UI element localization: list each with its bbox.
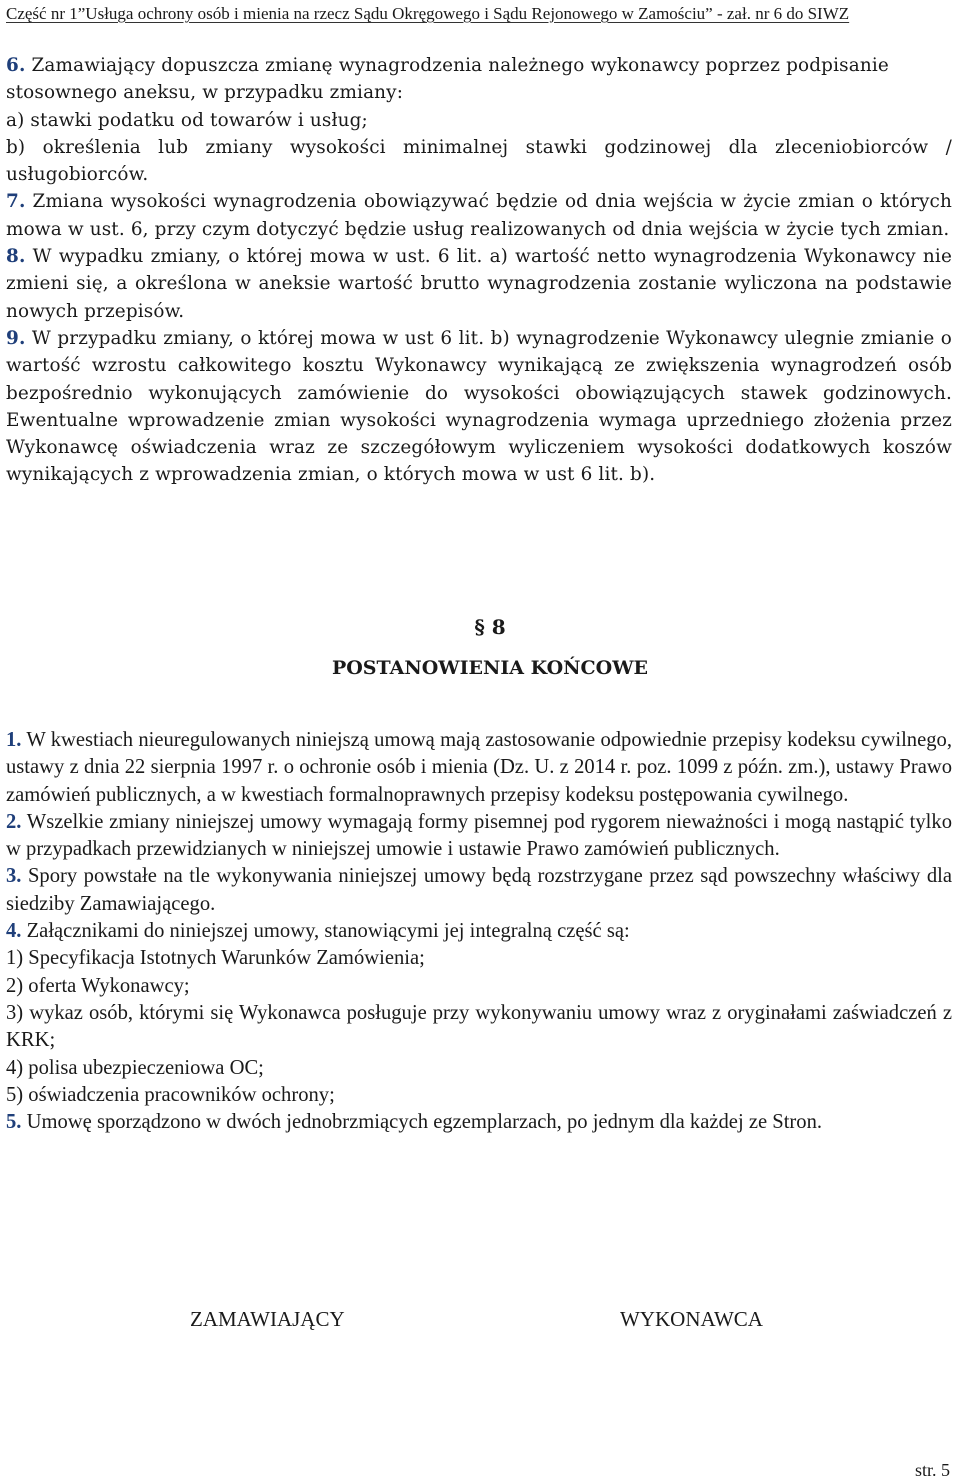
clause-text: W przypadku zmiany, o której mowa w ust 6 lit. b) wynagrodzenie Wykonawcy ulegnie zmianie o wartość wzrostu całkowitego kosztu Wykonawcy wynikającą ze zwiększenia wynagrodzeń osób bezpośrednio wykonujących zamówienie do wysokości obowiązujących stawek godzinowych. Ewentualne wprowadzenie zmian wysokości wynagrodzenia wymaga uprzedniego złożenia przez Wykonawcę oświadczenia wraz ze szczegółowym wyliczeniem wysokości dodatkowych koszów wynikających z wprowadzenia zmian, o których mowa w ust 6 lit. b). <box>6 327 952 486</box>
clause-text: Zamawiający dopuszcza zmianę wynagrodzenia należnego wykonawcy poprzez podpisanie stosownego aneksu, w przypadku zmiany: <box>6 55 889 104</box>
clauses-section-8 <box>6 727 952 1136</box>
document-header: Część nr 1”Usługa ochrony osób i mienia na rzecz Sądu Okręgowego i Sądu Rejonowego w Zamościu” - zał. nr 6 do SIWZ <box>6 4 850 23</box>
clause-number: 3. <box>6 865 22 888</box>
clause-number: 5. <box>6 1111 22 1134</box>
final-clause-1 <box>6 727 952 809</box>
section-title: POSTANOWIENIA KOŃCOWE <box>331 657 649 679</box>
attachment-item-4 <box>6 1055 952 1082</box>
clause-9 <box>6 325 952 489</box>
clause-text: 2) oferta Wykonawcy; <box>6 974 190 997</box>
clause-number: 9. <box>6 327 26 349</box>
clause-6b <box>6 134 952 189</box>
signature-contractor: WYKONAWCA <box>620 1307 763 1331</box>
attachment-item-5 <box>6 1082 952 1109</box>
clause-text: 4) polisa ubezpieczeniowa OC; <box>6 1056 264 1079</box>
clause-text: b) określenia lub zmiany wysokości minimalnej stawki godzinowej dla zleceniobiorców / usługobiorców. <box>6 136 952 186</box>
clause-number: 8. <box>6 246 26 268</box>
clause-number: 2. <box>6 810 22 833</box>
final-clause-5 <box>6 1109 952 1136</box>
final-clause-3 <box>6 863 952 918</box>
section-number: § 8 <box>474 615 506 639</box>
clause-6a <box>6 107 952 134</box>
clauses-section-7 <box>6 52 952 489</box>
clause-text: Załącznikami do niniejszej umowy, stanowiącymi jej integralną część są: <box>21 920 630 943</box>
clause-number: 1. <box>6 729 22 751</box>
clause-text: W wypadku zmiany, o której mowa w ust. 6 lit. a) wartość netto wynagrodzenia Wykonawcy nie zmieni się, a określona w aneksie wartość brutto wynagrodzenia zostanie wyliczona na podstawie nowych przepisów. <box>6 246 952 322</box>
clause-text: 3) wykaz osób, którymi się Wykonawca posługuje przy wykonywaniu umowy wraz z oryginałami zaświadczeń z KRK; <box>6 1001 952 1052</box>
clause-text: Umowę sporządzono w dwóch jednobrzmiących egzemplarzach, po jednym dla każdej ze Stron. <box>21 1111 823 1134</box>
clause-7 <box>6 188 952 243</box>
clause-number: 6. <box>6 55 26 76</box>
clause-text: Zmiana wysokości wynagrodzenia obowiązywać będzie od dnia wejścia w życie zmian o których mowa w ust. 6, przy czym dotyczyć będzie usług realizowanych od dnia wejścia w życie tych zmian. <box>6 191 952 240</box>
clause-8 <box>6 243 952 325</box>
signature-client: ZAMAWIAJĄCY <box>190 1307 345 1331</box>
clause-text: 1) Specyfikacja Istotnych Warunków Zamówienia; <box>6 947 425 970</box>
attachment-item-3 <box>6 1000 952 1055</box>
attachment-item-2 <box>6 973 952 1000</box>
final-clause-4 <box>6 918 952 945</box>
clause-text: Spory powstałe na tle wykonywania niniejszej umowy będą rozstrzygane przez sąd powszechny właściwy dla siedziby Zamawiającego. <box>6 865 952 915</box>
attachment-item-1 <box>6 945 952 972</box>
clause-text: a) stawki podatku od towarów i usług; <box>6 109 368 131</box>
clause-text: W kwestiach nieuregulowanych niniejszą umową mają zastosowanie odpowiednie przepisy kodeksu cywilnego, ustawy z dnia 22 sierpnia 1997 r. o ochronie osób i mienia (Dz. U. z 2014 r. poz. 1099 z późn. zm.), ustawy Prawo zamówień publicznych, a w kwestiach formalnoprawnych przepisy kodeksu postępowania cywilnego. <box>6 729 952 806</box>
clause-number: 4. <box>6 920 22 943</box>
clause-text: 5) oświadczenia pracowników ochrony; <box>6 1083 335 1106</box>
clause-number: 7. <box>6 191 26 213</box>
clause-6 <box>6 52 952 107</box>
clause-text: Wszelkie zmiany niniejszej umowy wymagają formy pisemnej pod rygorem nieważności i mogą nastąpić tylko w przypadkach przewidzianych w niniejszej umowie i ustawie Prawo zamówień publicznych. <box>6 810 952 861</box>
page-number: str. 5 <box>914 1460 950 1480</box>
final-clause-2 <box>6 809 952 864</box>
